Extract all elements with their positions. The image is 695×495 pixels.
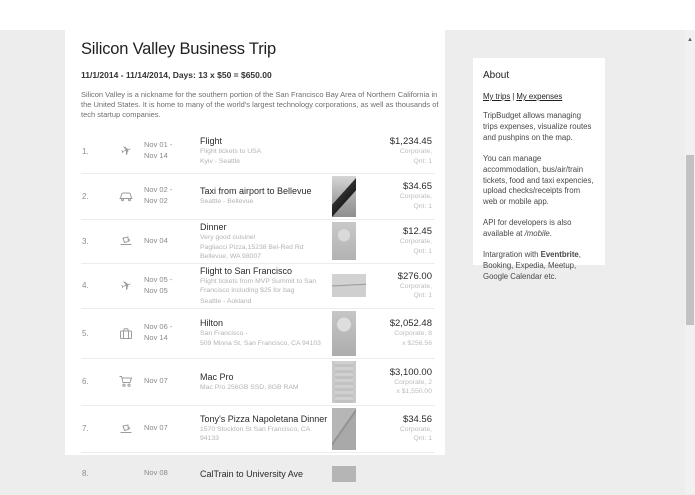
receipt-photo[interactable] — [332, 408, 356, 450]
expense-address: 509 Minna St, San Francisco, CA 94103 — [200, 340, 321, 348]
receipt-photo[interactable] — [332, 311, 356, 356]
expense-dates: Nov 07 — [144, 376, 168, 386]
expense-desc: San Francisco - — [200, 330, 248, 338]
expense-dates: Nov 08 — [144, 468, 168, 478]
scrollbar[interactable] — [685, 30, 695, 494]
row-number: 8. — [82, 469, 89, 479]
expense-row-flight-sf[interactable]: 4. ✈ Nov 05 - Nov 05 Flight to San Francisco Flight tickets from MVP Summit to San Francisco including $25 for bag Seattle - Aokland $276.00 Corporate, Qnt: 1 — [81, 263, 435, 308]
expense-dates: Nov 01 - Nov 14 — [144, 140, 173, 161]
expense-route: Kyiv - Seattle — [200, 158, 241, 166]
expense-dates: Nov 06 - Nov 14 — [144, 322, 173, 343]
expense-title: Taxi from airport to Bellevue — [200, 186, 312, 197]
suitcase-icon — [108, 327, 144, 340]
my-expenses-link[interactable]: My expenses — [516, 92, 563, 101]
expense-dates: Nov 07 — [144, 423, 168, 433]
expense-row-macpro[interactable]: 6. Nov 07 Mac Pro Mac Pro 256GB SSD, 8GB RAM $3,100.00 Corporate, 2 x $1,550.00 — [81, 358, 435, 405]
trip-detail-panel — [65, 30, 445, 479]
expense-title: Hilton — [200, 318, 224, 329]
expense-amount: $3,100.00 — [389, 366, 432, 378]
expense-route: Seattle - Aokland — [200, 297, 252, 305]
expense-title: Flight to San Francisco — [200, 266, 293, 277]
page-title: Silicon Valley Business Trip — [81, 40, 276, 58]
receipt-photo[interactable] — [332, 222, 356, 260]
row-number: 1. — [82, 146, 89, 156]
row-number: 6. — [82, 377, 89, 387]
expense-row-hotel[interactable]: 5. Nov 06 - Nov 14 Hilton San Francisco - 509 Minna St, San Francisco, CA 94103 $2,052.48 Corporate, 8 x $256.56 — [81, 308, 435, 358]
trip-description: Silicon Valley is a nickname for the southern portion of the San Francisco Bay Area of Northern California in the United States. It is home to many of the world's largest technology corporations, as well as thousands of tech startup companies. — [81, 90, 439, 119]
expense-row-dinner[interactable]: 3. Nov 04 Dinner Very good cuisine! Pagliacci Pizza,15238 Bel-Red Rd Bellevue, WA 98007 $12.45 Corporate, Qnt: 1 — [81, 219, 435, 264]
receipt-photo[interactable] — [332, 361, 356, 403]
expense-amount: $34.56 — [402, 413, 432, 425]
expense-amount: $1,234.45 — [389, 136, 432, 148]
about-paragraph-4: Intargration with Eventbrite, Booking, Expedia, Meetup, Google Calendar etc. — [483, 250, 581, 281]
expense-row-flight[interactable]: 1. ✈ Nov 01 - Nov 14 Flight Flight tickets to USA Kyiv - Seattle $1,234.45 Corporate, Qnt: 1 — [82, 136, 432, 166]
cart-icon — [108, 375, 144, 388]
dinner-icon — [108, 235, 144, 247]
expense-desc: Very good cuisine! — [200, 233, 256, 241]
row-number: 3. — [82, 236, 89, 246]
top-white-band — [0, 0, 695, 30]
expense-dates: Nov 04 — [144, 235, 168, 245]
expense-desc: Flight tickets from MVP Summit to San Francisco including $25 for bag — [200, 278, 317, 295]
airplane-icon: ✈ — [118, 141, 134, 160]
expense-title: Tony's Pizza Napoletana Dinner — [200, 414, 328, 425]
expense-title: Dinner — [200, 221, 227, 232]
scroll-up-arrow[interactable]: ▲ — [687, 37, 693, 43]
my-trips-link[interactable]: My trips — [483, 92, 511, 101]
expense-amount: $34.65 — [402, 181, 432, 193]
expense-amount: $2,052.48 — [389, 318, 432, 330]
about-paragraph-3: API for developers is also available at /mobile. — [483, 218, 572, 239]
expense-list — [81, 130, 435, 495]
expense-row-pizza[interactable]: 7. Nov 07 Tony's Pizza Napoletana Dinner 1570 Stockton St San Francisco, CA 94133 $34.56 Corporate, Qnt: 1 — [81, 405, 435, 452]
expense-address: 1570 Stockton St San Francisco, CA 94133 — [200, 426, 310, 443]
expense-dates: Nov 05 - Nov 05 — [144, 275, 173, 295]
dinner-icon — [108, 423, 144, 435]
expense-row-taxi[interactable]: 2. Nov 02 - Nov 02 Taxi from airport to Bellevue Seattle - Bellevue $34.65 Corporate, Qnt: 1 — [81, 173, 435, 219]
receipt-photo[interactable] — [332, 176, 356, 217]
expense-title: Mac Pro — [200, 371, 234, 382]
about-links: My trips | My expenses — [483, 92, 563, 101]
expense-title: CalTrain to University Ave — [200, 468, 304, 479]
expense-amount: $276.00 — [397, 270, 432, 282]
about-heading: About — [483, 70, 510, 81]
expense-desc: Flight tickets to USA — [200, 148, 262, 155]
row-number: 2. — [82, 191, 89, 201]
about-paragraph-2: You can manage accommodation, bus/air/train tickets, food and taxi expencies, upload checks/receipts from web or mobile app. — [483, 153, 594, 207]
row-number: 5. — [82, 328, 89, 338]
expense-address: Pagliacci Pizza,15238 Bel-Red Rd Bellevue, WA 98007 — [200, 243, 304, 261]
receipt-photo[interactable] — [332, 274, 366, 297]
row-number: 4. — [82, 281, 89, 291]
about-paragraph-1: TripBudget allows managing trips expenses, visualize routes and pushpins on the map. — [483, 111, 592, 142]
taxi-icon — [108, 190, 144, 202]
expense-route: Seattle - Bellevue — [200, 198, 254, 206]
expense-row-caltrain-clipped[interactable] — [81, 452, 435, 495]
scrollbar-thumb[interactable] — [686, 155, 694, 325]
expense-title: Flight — [200, 136, 223, 146]
expense-dates: Nov 02 - Nov 02 — [144, 185, 173, 206]
receipt-photo[interactable] — [332, 466, 356, 482]
about-card — [473, 58, 605, 281]
row-number: 7. — [82, 424, 89, 434]
expense-amount: $12.45 — [402, 226, 432, 238]
expense-desc: Mac Pro 256GB SSD, 8GB RAM — [200, 383, 299, 391]
airplane-icon: ✈ — [118, 276, 134, 295]
trip-dates-summary: 11/1/2014 - 11/14/2014, Days: 13 x $50 = $650.00 — [81, 70, 272, 80]
